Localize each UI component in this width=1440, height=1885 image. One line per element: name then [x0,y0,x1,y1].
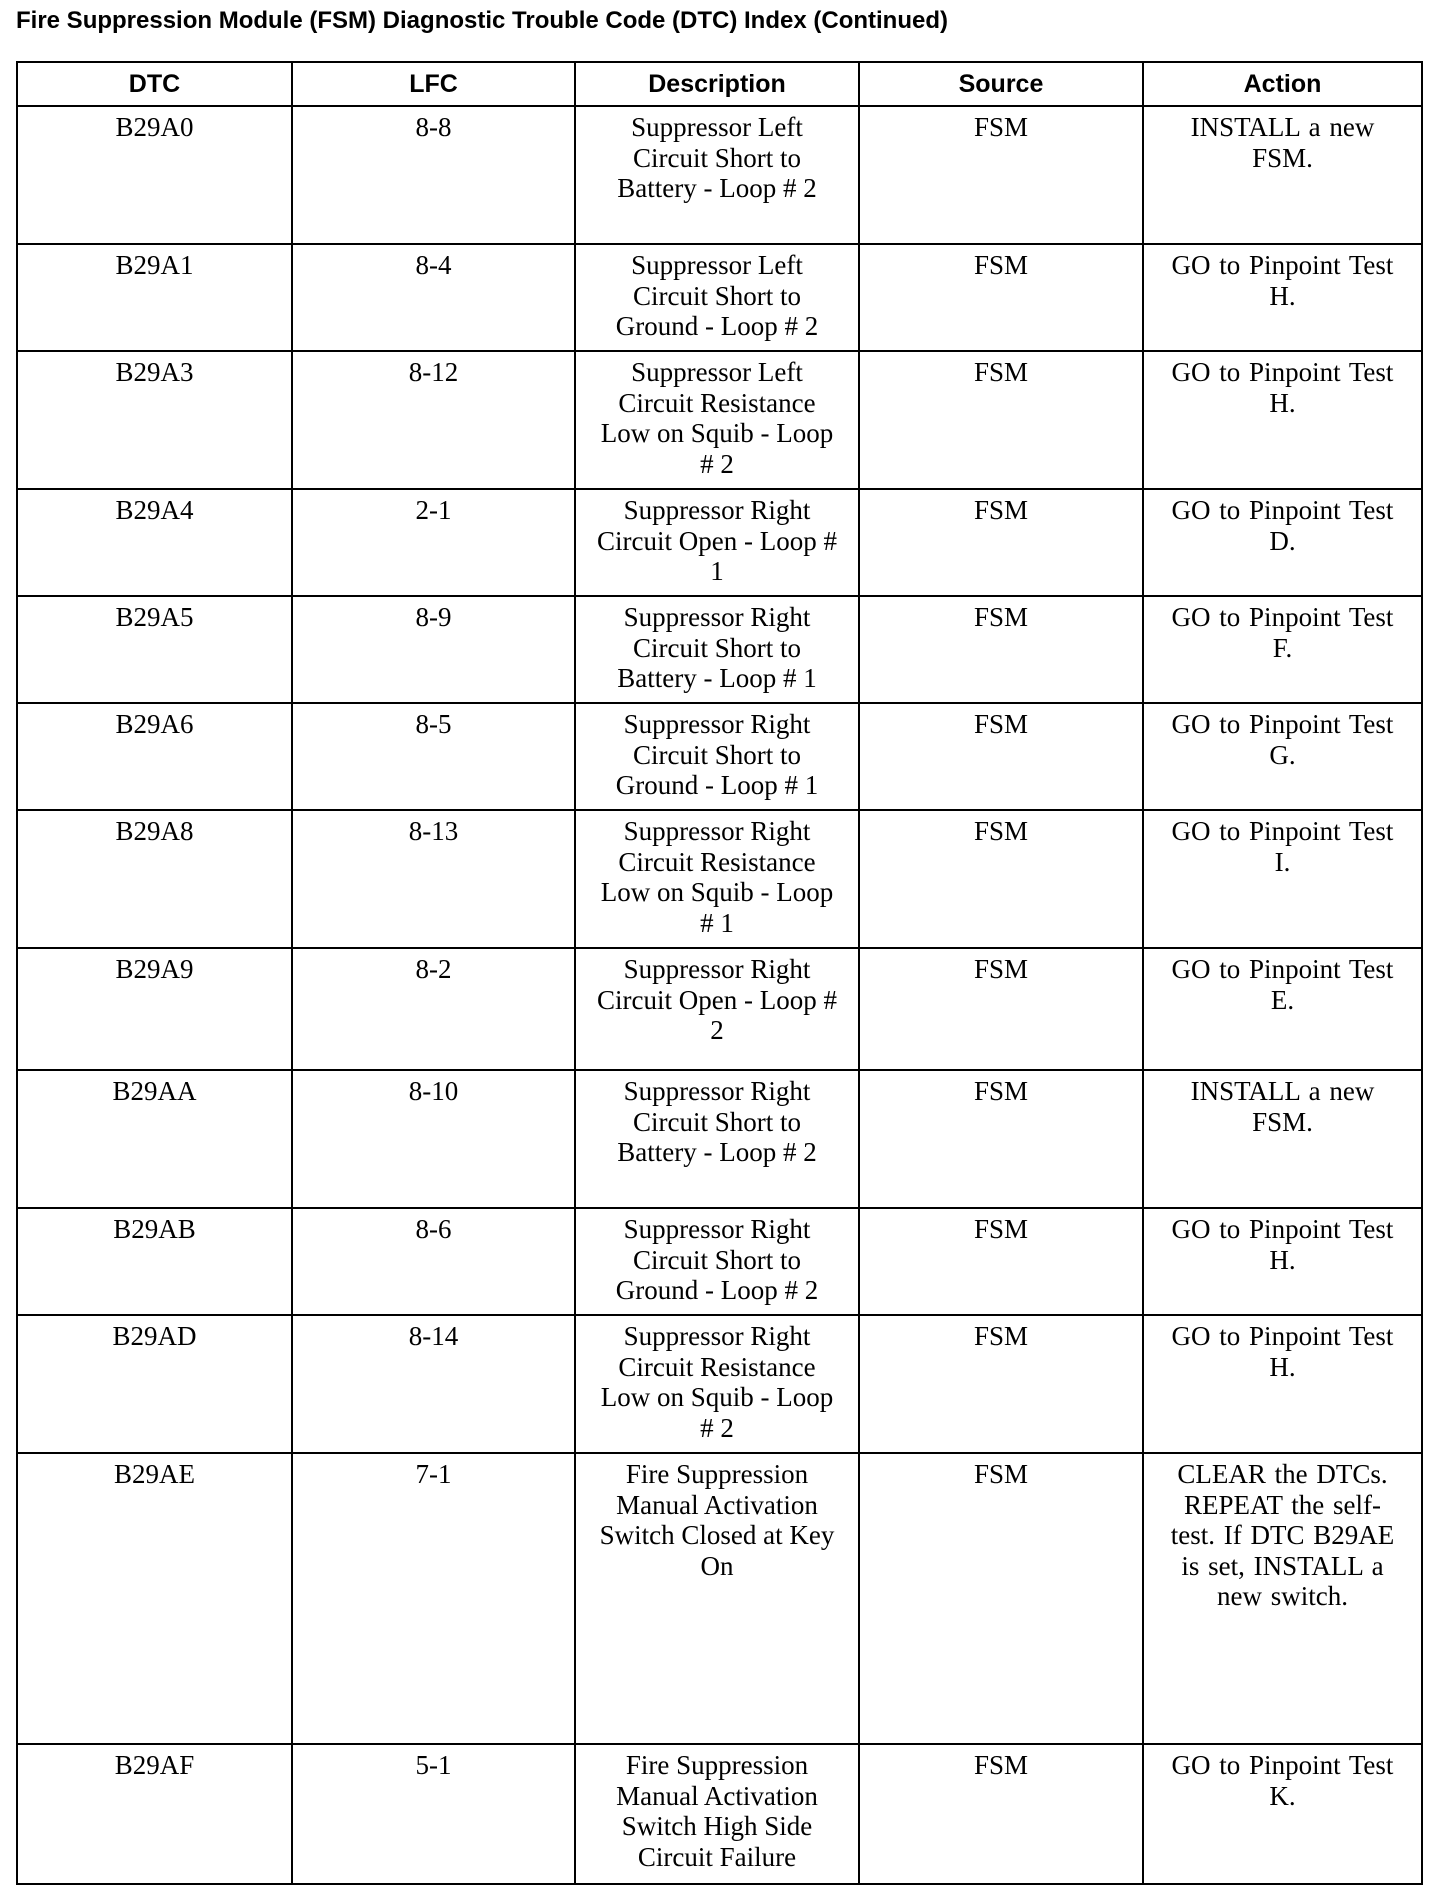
action-cell: INSTALL a new FSM. [1143,1070,1422,1208]
dtc-cell: B29A5 [17,596,292,703]
table-row [17,1315,1422,1453]
source-cell: FSM [859,810,1143,948]
dtc-cell: B29A8 [17,810,292,948]
description-cell: Suppressor Left Circuit Short to Ground - Loop # 2 [575,244,859,351]
lfc-cell: 8-6 [292,1208,575,1315]
table-row [17,1453,1422,1744]
table-row [17,244,1422,351]
source-cell: FSM [859,1744,1143,1884]
description-cell: Suppressor Right Circuit Resistance Low on Squib - Loop # 1 [575,810,859,948]
dtc-cell: B29A6 [17,703,292,810]
dtc-index-table [16,61,1423,1885]
lfc-cell: 8-2 [292,948,575,1070]
action-cell: GO to Pinpoint Test H. [1143,1315,1422,1453]
description-cell: Suppressor Left Circuit Resistance Low on Squib - Loop # 2 [575,351,859,489]
dtc-cell: B29A0 [17,106,292,244]
table-row [17,703,1422,810]
description-cell: Suppressor Right Circuit Short to Battery - Loop # 1 [575,596,859,703]
dtc-cell: B29A3 [17,351,292,489]
lfc-cell: 5-1 [292,1744,575,1884]
source-cell: FSM [859,489,1143,596]
table-row [17,351,1422,489]
description-cell: Suppressor Right Circuit Open - Loop # 2 [575,948,859,1070]
lfc-cell: 8-8 [292,106,575,244]
description-cell: Suppressor Right Circuit Resistance Low on Squib - Loop # 2 [575,1315,859,1453]
dtc-cell: B29A4 [17,489,292,596]
lfc-cell: 8-12 [292,351,575,489]
description-cell: Suppressor Right Circuit Open - Loop # 1 [575,489,859,596]
column-header-source: Source [859,62,1143,106]
column-header-lfc: LFC [292,62,575,106]
dtc-cell: B29AD [17,1315,292,1453]
table-row [17,106,1422,244]
action-cell: GO to Pinpoint Test E. [1143,948,1422,1070]
description-cell: Suppressor Left Circuit Short to Battery - Loop # 2 [575,106,859,244]
source-cell: FSM [859,244,1143,351]
action-cell: GO to Pinpoint Test G. [1143,703,1422,810]
table-row [17,596,1422,703]
dtc-cell: B29AB [17,1208,292,1315]
action-cell: GO to Pinpoint Test H. [1143,1208,1422,1315]
source-cell: FSM [859,948,1143,1070]
lfc-cell: 8-10 [292,1070,575,1208]
source-cell: FSM [859,106,1143,244]
dtc-cell: B29AE [17,1453,292,1744]
action-cell: GO to Pinpoint Test K. [1143,1744,1422,1884]
table-row [17,489,1422,596]
source-cell: FSM [859,1453,1143,1744]
lfc-cell: 8-9 [292,596,575,703]
dtc-cell: B29AF [17,1744,292,1884]
column-header-action: Action [1143,62,1422,106]
lfc-cell: 2-1 [292,489,575,596]
table-header-row [17,62,1422,106]
lfc-cell: 8-13 [292,810,575,948]
source-cell: FSM [859,703,1143,810]
table-row [17,948,1422,1070]
action-cell: GO to Pinpoint Test D. [1143,489,1422,596]
table-row [17,1744,1422,1884]
lfc-cell: 8-14 [292,1315,575,1453]
column-header-description: Description [575,62,859,106]
dtc-cell: B29AA [17,1070,292,1208]
table-row [17,810,1422,948]
action-cell: CLEAR the DTCs. REPEAT the self-test. If DTC B29AE is set, INSTALL a new switch. [1143,1453,1422,1744]
source-cell: FSM [859,1315,1143,1453]
description-cell: Suppressor Right Circuit Short to Ground - Loop # 2 [575,1208,859,1315]
lfc-cell: 7-1 [292,1453,575,1744]
source-cell: FSM [859,1208,1143,1315]
source-cell: FSM [859,1070,1143,1208]
action-cell: GO to Pinpoint Test F. [1143,596,1422,703]
action-cell: INSTALL a new FSM. [1143,106,1422,244]
lfc-cell: 8-4 [292,244,575,351]
dtc-cell: B29A1 [17,244,292,351]
table-row [17,1070,1422,1208]
dtc-cell: B29A9 [17,948,292,1070]
description-cell: Suppressor Right Circuit Short to Battery - Loop # 2 [575,1070,859,1208]
column-header-dtc: DTC [17,62,292,106]
source-cell: FSM [859,596,1143,703]
description-cell: Fire Suppression Manual Activation Switch High Side Circuit Failure [575,1744,859,1884]
page-title: Fire Suppression Module (FSM) Diagnostic Trouble Code (DTC) Index (Continued) [16,7,948,34]
action-cell: GO to Pinpoint Test I. [1143,810,1422,948]
description-cell: Suppressor Right Circuit Short to Ground - Loop # 1 [575,703,859,810]
action-cell: GO to Pinpoint Test H. [1143,351,1422,489]
lfc-cell: 8-5 [292,703,575,810]
source-cell: FSM [859,351,1143,489]
action-cell: GO to Pinpoint Test H. [1143,244,1422,351]
description-cell: Fire Suppression Manual Activation Switch Closed at Key On [575,1453,859,1744]
table-row [17,1208,1422,1315]
